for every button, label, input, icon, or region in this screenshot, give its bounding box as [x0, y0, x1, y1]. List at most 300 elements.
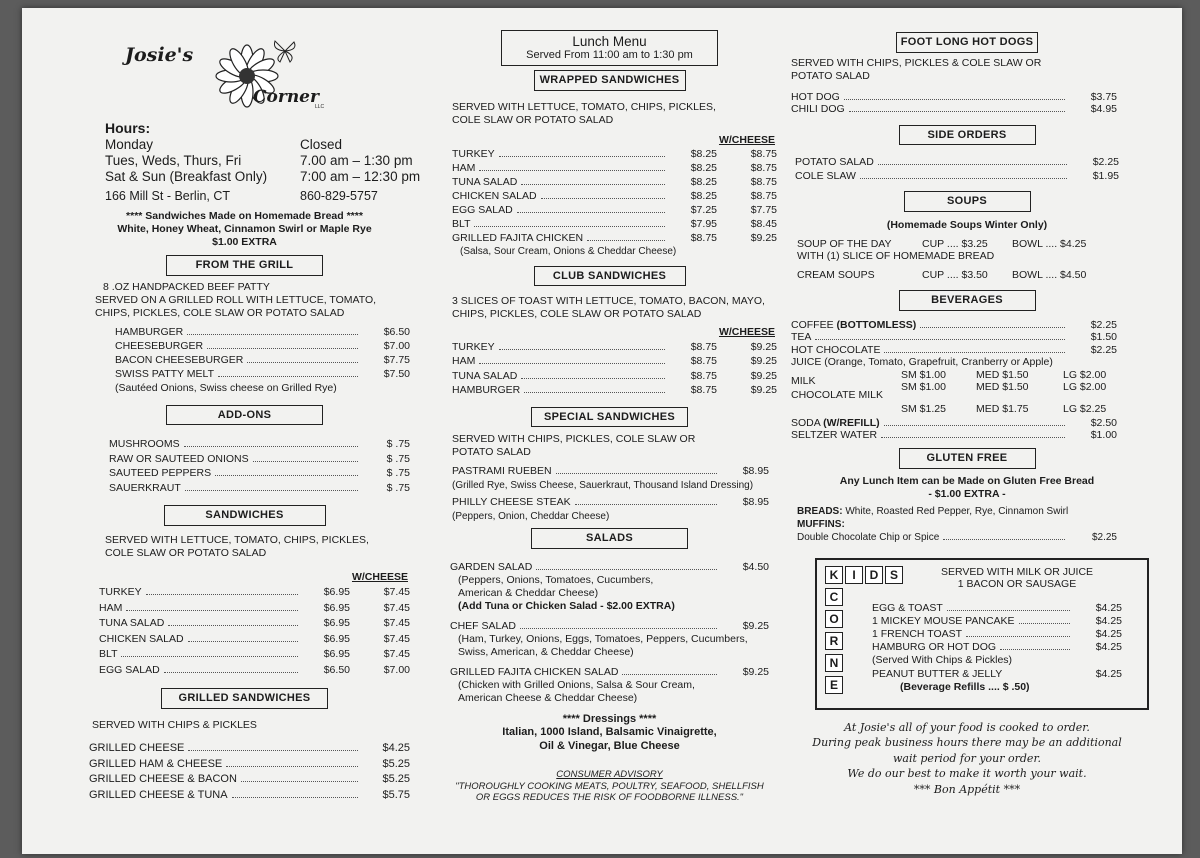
item-name: 1 MICKEY MOUSE PANCAKE — [872, 614, 1015, 627]
price-lg: LG $2.00 — [1063, 368, 1107, 381]
item-price: $6.95 — [323, 648, 350, 661]
item-price: $4.50 — [742, 560, 769, 573]
kids-refills: (Beverage Refills .... $ .50) — [900, 680, 1030, 693]
menu-item — [99, 616, 410, 632]
menu-item — [99, 585, 410, 601]
item-name: Double Chocolate Chip or Spice — [797, 531, 940, 543]
item-note: (Grilled Rye, Swiss Cheese, Sauerkraut, Thousand Island Dressing) — [452, 479, 754, 491]
hotdogs-desc-line: POTATO SALAD — [791, 69, 870, 82]
column-right — [787, 8, 1147, 797]
address: 166 Mill St - Berlin, CT — [105, 189, 231, 203]
gluten-breads — [797, 505, 1117, 518]
item-name: BLT — [452, 217, 471, 230]
lunch-title: Lunch Menu — [572, 34, 647, 49]
menu-item — [791, 103, 1117, 115]
choc-label: CHOCOLATE MILK — [791, 388, 883, 401]
salads-list — [450, 561, 769, 705]
menu-item — [452, 340, 777, 355]
wrapped-desc — [452, 101, 777, 127]
item-name: COLE SLAW — [795, 170, 856, 183]
cheese-header-label: W/CHEESE — [718, 326, 775, 339]
menu-item — [795, 169, 1119, 183]
soup-bowl-price: BOWL .... $4.25 — [1012, 238, 1087, 251]
kids-letter: I — [845, 566, 863, 584]
footer-line: At Josie's all of your food is cooked to order. — [844, 720, 1090, 734]
item-cheese-price: $7.45 — [383, 648, 410, 661]
item-price: $1.50 — [1090, 331, 1117, 344]
item-name: CHICKEN SALAD — [99, 632, 184, 645]
section-title-soups: SOUPS — [904, 191, 1031, 212]
item-price: $7.25 — [690, 203, 717, 216]
lunch-header — [501, 30, 718, 66]
kids-line1: SERVED WITH MILK OR JUICE — [940, 565, 1094, 578]
size-prices — [791, 369, 1117, 417]
price-sm: SM $1.25 — [901, 402, 946, 415]
item-note: (Peppers, Onion, Cheddar Cheese) — [452, 510, 610, 522]
hours-day: Sat & Sun (Breakfast Only) — [105, 169, 268, 184]
dressings — [442, 713, 777, 754]
soups-subtitle: (Homemade Soups Winter Only) — [886, 218, 1048, 231]
menu-item — [452, 147, 777, 161]
footer-line: We do our best to make it worth your wait. — [847, 767, 1087, 781]
item-name: RAW OR SAUTEED ONIONS — [109, 452, 249, 465]
item-name: GRILLED FAJITA CHICKEN — [452, 231, 584, 244]
section-title-beverages: BEVERAGES — [899, 290, 1036, 311]
hours-row — [105, 153, 422, 169]
item-cheese-price: $7.45 — [383, 601, 410, 614]
cheese-header-label: W/CHEESE — [351, 570, 408, 583]
menu-item — [791, 417, 1117, 430]
item-price: $8.25 — [690, 161, 717, 174]
item-note: Swiss, American, & Cheddar Cheese) — [458, 645, 634, 658]
item-name: TURKEY — [452, 340, 495, 353]
item-price: $6.95 — [323, 586, 350, 599]
kids-letter: D — [865, 566, 883, 584]
hours-time: 7:00 am – 12:30 pm — [300, 169, 421, 184]
item-price: $5.75 — [382, 788, 410, 801]
item-price: $4.25 — [1095, 614, 1122, 627]
item-cheese-price: $7.45 — [383, 586, 410, 599]
menu-item — [791, 331, 1117, 344]
gluten-line1: Any Lunch Item can be Made on Gluten Free Bread — [839, 474, 1095, 487]
juice-label: JUICE (Orange, Tomato, Grapefruit, Cranberry or Apple) — [791, 356, 1053, 369]
soup-name: SOUP OF THE DAY — [797, 238, 892, 251]
menu-item — [872, 615, 1122, 628]
price-sm: SM $1.00 — [901, 380, 946, 393]
item-note: (Sautéed Onions, Swiss cheese on Grilled Rye) — [115, 381, 337, 394]
kids-letter: O — [825, 610, 843, 628]
item-name: BACON CHEESEBURGER — [115, 353, 244, 366]
kids-letter: E — [825, 676, 843, 694]
item-name: HAM — [452, 355, 476, 368]
item-price: $2.25 — [1090, 318, 1117, 331]
section-title-addons: ADD-ONS — [166, 405, 323, 426]
addons-list — [109, 437, 410, 495]
logo-line2: Corner — [253, 87, 319, 107]
item-name-bold: (W/REFILL) — [823, 416, 880, 429]
footer-note — [787, 720, 1147, 798]
kids-word — [825, 566, 903, 588]
menu-item — [99, 601, 410, 617]
cheese-header — [99, 570, 410, 586]
menu-item — [797, 531, 1117, 544]
item-name-bold: (BOTTOMLESS) — [836, 318, 917, 331]
item-name: TEA — [791, 331, 812, 344]
item-price: $9.25 — [742, 665, 769, 678]
butterfly-icon — [272, 38, 298, 64]
menu-item — [109, 466, 410, 481]
hotdogs-desc — [791, 57, 1147, 83]
bread-note — [67, 210, 422, 249]
item-price: $4.25 — [1095, 627, 1122, 640]
item-name: SAUTEED PEPPERS — [109, 467, 212, 480]
menu-item — [450, 620, 769, 633]
hours-row — [105, 137, 422, 153]
cheese-header — [452, 133, 777, 147]
item-name: CHICKEN SALAD — [452, 189, 537, 202]
cheese-header — [452, 325, 777, 340]
kids-header — [917, 566, 1117, 591]
item-name: GRILLED CHEESE & TUNA — [89, 788, 228, 801]
item-name: PASTRAMI RUEBEN — [452, 465, 552, 478]
dressings-line1: Italian, 1000 Island, Balsamic Vinaigrette, — [502, 726, 717, 739]
soup-cup-price: CUP .... $3.25 — [922, 238, 988, 251]
item-name: 1 FRENCH TOAST — [872, 627, 963, 640]
menu-item — [452, 369, 777, 384]
kids-letter: C — [825, 588, 843, 606]
item-price: $4.25 — [1095, 641, 1122, 654]
kids-line2: 1 BACON OR SAUSAGE — [957, 578, 1077, 591]
item-price: $3.75 — [1090, 90, 1117, 103]
item-cheese-price: $8.75 — [750, 147, 777, 160]
item-price: $7.50 — [383, 367, 410, 380]
item-cheese-price: $9.25 — [750, 355, 777, 368]
item-name: EGG SALAD — [99, 663, 160, 676]
item-cheese-price: $8.75 — [750, 161, 777, 174]
item-price: $6.95 — [323, 632, 350, 645]
item-price: $5.25 — [382, 773, 410, 786]
column-middle — [442, 8, 777, 804]
menu-item — [450, 666, 769, 679]
gluten-note — [787, 475, 1147, 501]
item-name: HAM — [99, 601, 123, 614]
item-name: SWISS PATTY MELT — [115, 367, 214, 380]
item-name: TUNA SALAD — [99, 617, 165, 630]
menu-item — [791, 344, 1117, 357]
hours-day: Tues, Weds, Thurs, Fri — [105, 153, 242, 168]
item-name: BLT — [99, 648, 118, 661]
wrapped-desc-line: COLE SLAW OR POTATO SALAD — [452, 113, 614, 126]
menu-item — [89, 788, 410, 804]
logo — [67, 8, 422, 118]
club-list — [452, 325, 777, 398]
menu-item — [452, 217, 777, 231]
hours-block — [105, 120, 422, 204]
item-cheese-price: $9.25 — [750, 384, 777, 397]
soup-cup-price: CUP .... $3.50 — [922, 269, 988, 282]
menu-item — [89, 741, 410, 757]
item-cheese-price: $7.00 — [383, 663, 410, 676]
menu-item — [791, 91, 1117, 103]
menu-item — [115, 353, 410, 367]
item-name: CHEF SALAD — [450, 619, 516, 632]
item-name: GRILLED CHEESE — [89, 742, 185, 755]
kids-letter: N — [825, 654, 843, 672]
hours-title: Hours: — [105, 120, 151, 136]
item-note: American Cheese & Cheddar Cheese) — [458, 691, 638, 704]
menu-item — [109, 481, 410, 496]
menu-item — [452, 465, 769, 479]
menu-item — [452, 496, 769, 510]
item-cheese-price: $7.45 — [383, 617, 410, 630]
club-desc-line: 3 SLICES OF TOAST WITH LETTUCE, TOMATO, BACON, MAYO, — [452, 295, 765, 308]
menu-item — [115, 339, 410, 353]
item-cheese-price: $8.45 — [750, 217, 777, 230]
price-lg: LG $2.25 — [1063, 402, 1107, 415]
menu-item — [452, 383, 777, 398]
menu-item — [109, 452, 410, 467]
hours-day: Monday — [105, 137, 154, 152]
item-name — [791, 319, 916, 332]
item-price: $2.50 — [1090, 416, 1117, 429]
price-med: MED $1.50 — [976, 380, 1029, 393]
menu-item — [115, 325, 410, 339]
section-title-hotdogs: FOOT LONG HOT DOGS — [896, 32, 1038, 53]
kids-letter: R — [825, 632, 843, 650]
item-price: $8.75 — [690, 231, 717, 244]
item-name: HOT DOG — [791, 90, 840, 103]
footer-line: wait period for your order. — [892, 751, 1041, 765]
wrapped-list — [452, 133, 777, 259]
menu-item — [99, 647, 410, 663]
item-price: $ .75 — [386, 481, 410, 494]
price-med: MED $1.50 — [976, 368, 1029, 381]
menu-item — [89, 772, 410, 788]
item-price: $6.95 — [323, 617, 350, 630]
section-title-gluten: GLUTEN FREE — [899, 448, 1036, 469]
item-price: $8.75 — [690, 369, 717, 382]
item-note: (Salsa, Sour Cream, Onions & Cheddar Cheese) — [460, 245, 677, 257]
item-cheese-price: $9.25 — [750, 369, 777, 382]
item-name: SELTZER WATER — [791, 429, 878, 442]
wrapped-desc-line: SERVED WITH LETTUCE, TOMATO, CHIPS, PICKLES, — [452, 100, 716, 113]
item-price: $2.25 — [1091, 531, 1117, 543]
item-name: CHEESEBURGER — [115, 339, 204, 352]
consumer-advisory — [442, 769, 777, 804]
breads-label: BREADS: — [797, 505, 843, 517]
item-cheese-price: $8.75 — [750, 189, 777, 202]
item-name: TURKEY — [452, 147, 495, 160]
item-name: CHILI DOG — [791, 102, 845, 115]
section-title-sides: SIDE ORDERS — [899, 125, 1036, 146]
grill-desc-line: CHIPS, PICKLES, COLE SLAW OR POTATO SALAD — [95, 306, 345, 319]
logo-line1: Josie's — [125, 44, 194, 66]
club-desc-line: CHIPS, PICKLES, COLE SLAW OR POTATO SALAD — [452, 308, 702, 321]
item-cheese-price: $7.45 — [383, 632, 410, 645]
cheese-header-label: W/CHEESE — [718, 133, 775, 146]
item-price: $1.00 — [1090, 429, 1117, 442]
grilled-desc: SERVED WITH CHIPS & PICKLES — [92, 718, 257, 731]
item-price: $4.95 — [1090, 102, 1117, 115]
advisory-title: CONSUMER ADVISORY — [556, 769, 663, 781]
breads-list: White, Roasted Red Pepper, Rye, Cinnamon Swirl — [845, 505, 1069, 517]
item-price: $6.95 — [323, 601, 350, 614]
item-name: HAMBURGER — [452, 384, 521, 397]
item-price: $7.95 — [690, 217, 717, 230]
menu-item — [89, 757, 410, 773]
menu-sheet — [22, 8, 1182, 854]
item-price: $6.50 — [323, 663, 350, 676]
item-name: TURKEY — [99, 586, 142, 599]
kids-list — [872, 602, 1122, 694]
advisory-line2: OR EGGS REDUCES THE RISK OF FOODBORNE ILLNESS." — [475, 792, 744, 804]
soup-bowl-price: BOWL .... $4.50 — [1012, 269, 1087, 282]
special-list — [452, 465, 769, 523]
menu-item — [99, 663, 410, 679]
menu-item — [99, 632, 410, 648]
grill-list — [115, 325, 410, 395]
item-name: HAM — [452, 161, 476, 174]
item-price: $ .75 — [386, 452, 410, 465]
sandwiches-desc-line: COLE SLAW OR POTATO SALAD — [105, 546, 267, 559]
kids-corner-box — [815, 558, 1149, 710]
price-lg: LG $2.00 — [1063, 380, 1107, 393]
item-price: $6.50 — [383, 325, 410, 338]
item-name: EGG & TOAST — [872, 601, 943, 614]
item-note: (Served With Chips & Pickles) — [872, 654, 1013, 667]
hours-row — [105, 169, 422, 185]
soup-name: CREAM SOUPS — [797, 269, 875, 282]
item-price: $5.25 — [382, 757, 410, 770]
item-price: $2.25 — [1092, 156, 1119, 169]
hotdogs-desc-line: SERVED WITH CHIPS, PICKLES & COLE SLAW OR — [791, 56, 1042, 69]
beverages-list — [791, 319, 1117, 442]
item-name: HAMBURGER — [115, 325, 184, 338]
menu-item — [791, 319, 1117, 332]
menu-item — [872, 628, 1122, 641]
item-price: $1.95 — [1092, 170, 1119, 183]
kids-letter: S — [885, 566, 903, 584]
menu-item — [450, 561, 769, 574]
item-price: $ .75 — [386, 467, 410, 480]
item-name: MUSHROOMS — [109, 438, 180, 451]
item-price: $8.75 — [690, 355, 717, 368]
item-name: PHILLY CHEESE STEAK — [452, 496, 571, 509]
section-title-grill: FROM THE GRILL — [166, 255, 323, 276]
grill-desc-line: SERVED ON A GRILLED ROLL WITH LETTUCE, TOMATO, — [95, 293, 377, 306]
dressings-line2: Oil & Vinegar, Blue Cheese — [539, 739, 680, 752]
item-price: $7.00 — [383, 339, 410, 352]
section-title-club: CLUB SANDWICHES — [534, 266, 686, 287]
price-med: MED $1.75 — [976, 402, 1029, 415]
special-desc — [452, 433, 777, 459]
footer-line: During peak business hours there may be an additional — [812, 736, 1122, 750]
special-desc-line: POTATO SALAD — [452, 446, 531, 459]
grilled-list — [89, 741, 410, 803]
menu-item — [452, 175, 777, 189]
menu-item — [872, 641, 1122, 654]
item-cheese-price: $7.75 — [750, 203, 777, 216]
menu-item — [452, 161, 777, 175]
item-price: $8.95 — [742, 496, 769, 509]
item-price: $8.75 — [690, 340, 717, 353]
footer-line: *** Bon Appétit *** — [913, 782, 1021, 796]
item-name: PEANUT BUTTER & JELLY — [872, 667, 1003, 680]
item-note: American & Cheddar Cheese) — [458, 586, 599, 599]
milk-label: MILK — [791, 374, 816, 387]
item-price: $8.95 — [742, 465, 769, 478]
logo-mark: LLC — [315, 104, 325, 110]
menu-item — [115, 367, 410, 381]
hotdogs-list — [791, 91, 1117, 115]
item-note: (Peppers, Onions, Tomatoes, Cucumbers, — [458, 573, 654, 586]
item-price: $9.25 — [742, 619, 769, 632]
menu-item — [791, 429, 1117, 442]
section-title-special: SPECIAL SANDWICHES — [531, 407, 688, 428]
phone: 860-829-5757 — [300, 189, 378, 203]
item-name: GRILLED HAM & CHEESE — [89, 757, 223, 770]
item-price: $8.25 — [690, 147, 717, 160]
kids-letter: K — [825, 566, 843, 584]
item-note: (Chicken with Grilled Onions, Salsa & Sour Cream, — [458, 678, 695, 691]
menu-item — [795, 155, 1119, 169]
item-name: HAMBURG OR HOT DOG — [872, 641, 997, 654]
menu-item — [452, 189, 777, 203]
address-row — [105, 188, 422, 204]
item-price: $ .75 — [386, 438, 410, 451]
menu-item — [872, 668, 1122, 681]
hours-time: Closed — [300, 137, 343, 152]
bread-note-line3: $1.00 EXTRA — [212, 236, 277, 248]
item-price: $4.25 — [382, 742, 410, 755]
item-price: $4.25 — [1095, 601, 1122, 614]
item-name: TUNA SALAD — [452, 369, 518, 382]
menu-item — [452, 354, 777, 369]
menu-item — [109, 437, 410, 452]
grill-desc-line: 8 .OZ HANDPACKED BEEF PATTY — [103, 280, 270, 293]
sandwiches-list — [99, 570, 410, 679]
sandwiches-desc-line: SERVED WITH LETTUCE, TOMATO, CHIPS, PICKLES, — [105, 533, 369, 546]
dressings-title: **** Dressings **** — [562, 712, 657, 725]
sides-list — [795, 155, 1119, 183]
item-note-extra: (Add Tuna or Chicken Salad - $2.00 EXTRA) — [458, 599, 675, 612]
item-name: EGG SALAD — [452, 203, 513, 216]
section-title-grilled: GRILLED SANDWICHES — [161, 688, 328, 709]
gluten-options — [797, 505, 1117, 544]
item-name: SAUERKRAUT — [109, 481, 181, 494]
soups-list — [797, 238, 1117, 286]
soup-note: WITH (1) SLICE OF HOMEMADE BREAD — [797, 250, 995, 263]
muffins-label: MUFFINS: — [797, 518, 845, 530]
item-price: $8.25 — [690, 189, 717, 202]
item-price: $7.75 — [383, 353, 410, 366]
section-title-salads: SALADS — [531, 528, 688, 549]
item-note: (Ham, Turkey, Onions, Eggs, Tomatoes, Peppers, Cucumbers, — [458, 632, 748, 645]
item-price: $2.25 — [1090, 343, 1117, 356]
item-cheese-price: $8.75 — [750, 175, 777, 188]
item-name: POTATO SALAD — [795, 156, 874, 169]
menu-item — [872, 602, 1122, 615]
item-cheese-price: $9.25 — [750, 231, 777, 244]
column-left — [67, 8, 422, 803]
item-name-text: COFFEE — [791, 318, 834, 331]
price-sm: SM $1.00 — [901, 368, 946, 381]
bread-note-line2: White, Honey Wheat, Cinnamon Swirl or Maple Rye — [117, 223, 372, 235]
section-title-wrapped: WRAPPED SANDWICHES — [534, 70, 686, 91]
club-desc — [452, 295, 777, 321]
special-desc-line: SERVED WITH CHIPS, PICKLES, COLE SLAW OR — [452, 433, 696, 446]
item-name: HOT CHOCOLATE — [791, 343, 881, 356]
